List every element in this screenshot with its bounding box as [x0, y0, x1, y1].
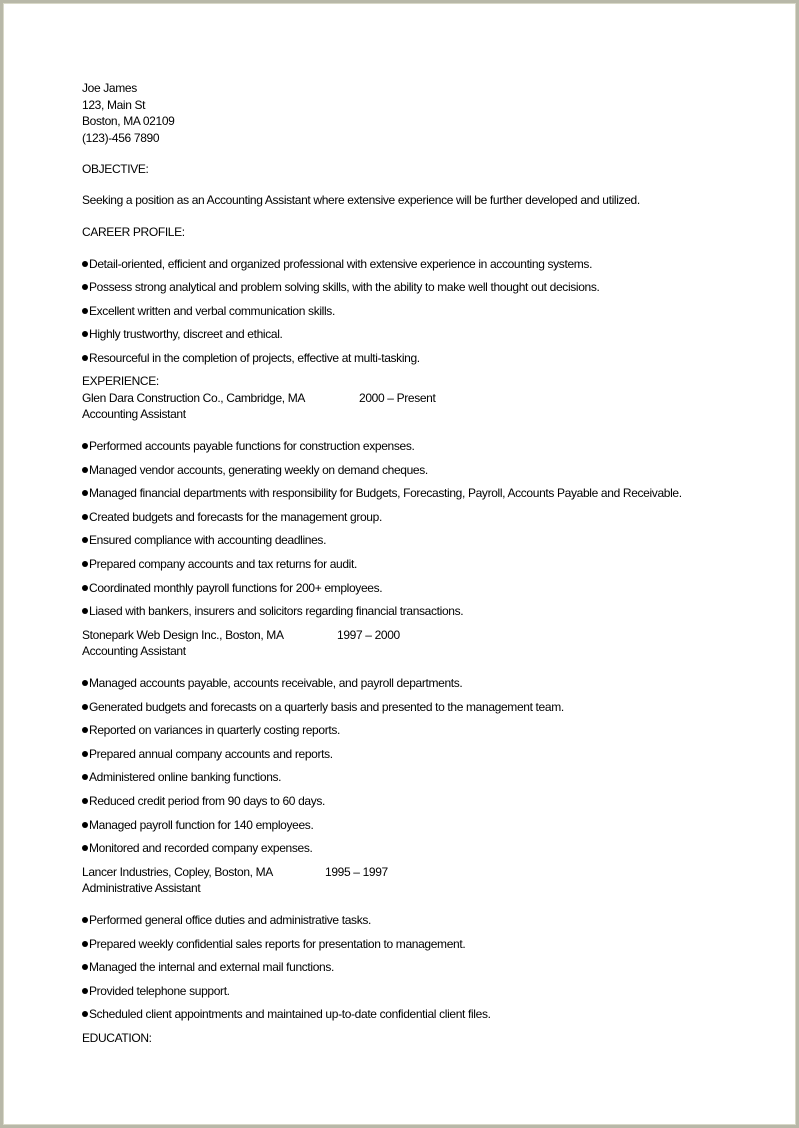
job-title: Accounting Assistant [82, 644, 186, 658]
job-title: Accounting Assistant [82, 407, 186, 421]
bullet-icon [82, 822, 88, 828]
list-item: Prepared weekly confidential sales reports for presentation to management. [82, 937, 465, 951]
bullet-icon [82, 585, 88, 591]
contact-city: Boston, MA 02109 [82, 114, 175, 128]
bullet-icon [82, 988, 88, 994]
list-item: Coordinated monthly payroll functions for 200+ employees. [82, 581, 382, 595]
bullet-icon [82, 608, 88, 614]
job-title: Administrative Assistant [82, 881, 201, 895]
list-item: Managed accounts payable, accounts receivable, and payroll departments. [82, 676, 462, 690]
contact-street: 123, Main St [82, 98, 146, 112]
list-item: Highly trustworthy, discreet and ethical. [82, 327, 283, 341]
list-item: Prepared company accounts and tax returns for audit. [82, 557, 357, 571]
list-item: Managed financial departments with responsibility for Budgets, Forecasting, Payroll, Accounts Payable and Receivable. [82, 486, 682, 500]
list-item: Managed payroll function for 140 employees. [82, 818, 313, 832]
list-item: Performed general office duties and administrative tasks. [82, 913, 371, 927]
list-item: Performed accounts payable functions for construction expenses. [82, 439, 414, 453]
list-item: Scheduled client appointments and maintained up-to-date confidential client files. [82, 1007, 491, 1021]
list-item: Provided telephone support. [82, 984, 230, 998]
contact-phone: (123)-456 7890 [82, 131, 160, 145]
bullet-icon [82, 490, 88, 496]
list-item: Managed the internal and external mail functions. [82, 960, 334, 974]
bullet-icon [82, 1011, 88, 1017]
bullet-icon [82, 561, 88, 567]
list-item: Administered online banking functions. [82, 770, 281, 784]
objective-heading: OBJECTIVE: [82, 162, 149, 176]
list-item: Possess strong analytical and problem solving skills, with the ability to make well thought out decisions. [82, 280, 600, 294]
bullet-icon [82, 798, 88, 804]
list-item: Monitored and recorded company expenses. [82, 841, 312, 855]
job-company: Lancer Industries, Copley, Boston, MA [82, 865, 273, 879]
education-heading: EDUCATION: [82, 1031, 152, 1045]
list-item: Prepared annual company accounts and reports. [82, 747, 333, 761]
list-item: Reduced credit period from 90 days to 60 days. [82, 794, 325, 808]
bullet-icon [82, 727, 88, 733]
bullet-icon [82, 941, 88, 947]
bullet-icon [82, 845, 88, 851]
list-item: Liased with bankers, insurers and solicitors regarding financial transactions. [82, 604, 463, 618]
list-item: Detail-oriented, efficient and organized professional with extensive experience in accounting systems. [82, 257, 592, 271]
bullet-icon [82, 964, 88, 970]
bullet-icon [82, 443, 88, 449]
job-period: 1997 – 2000 [337, 628, 400, 642]
bullet-icon [82, 751, 88, 757]
job-company: Stonepark Web Design Inc., Boston, MA [82, 628, 284, 642]
bullet-icon [82, 680, 88, 686]
list-item: Managed vendor accounts, generating weekly on demand cheques. [82, 463, 428, 477]
objective-text: Seeking a position as an Accounting Assistant where extensive experience will be further developed and utilized. [82, 193, 640, 207]
list-item: Ensured compliance with accounting deadlines. [82, 533, 326, 547]
list-item: Reported on variances in quarterly costing reports. [82, 723, 340, 737]
bullet-icon [82, 467, 88, 473]
experience-heading: EXPERIENCE: [82, 374, 159, 388]
list-item: Excellent written and verbal communication skills. [82, 304, 335, 318]
list-item: Generated budgets and forecasts on a quarterly basis and presented to the management team. [82, 700, 564, 714]
job-company: Glen Dara Construction Co., Cambridge, MA [82, 391, 306, 405]
list-item: Resourceful in the completion of projects, effective at multi-tasking. [82, 351, 420, 365]
bullet-icon [82, 308, 88, 314]
contact-name: Joe James [82, 81, 137, 95]
job-period: 2000 – Present [359, 391, 436, 405]
career-profile-heading: CAREER PROFILE: [82, 225, 185, 239]
bullet-icon [82, 261, 88, 267]
job-period: 1995 – 1997 [325, 865, 388, 879]
bullet-icon [82, 774, 88, 780]
bullet-icon [82, 284, 88, 290]
bullet-icon [82, 355, 88, 361]
bullet-icon [82, 331, 88, 337]
bullet-icon [82, 704, 88, 710]
bullet-icon [82, 537, 88, 543]
bullet-icon [82, 514, 88, 520]
list-item: Created budgets and forecasts for the management group. [82, 510, 382, 524]
bullet-icon [82, 917, 88, 923]
